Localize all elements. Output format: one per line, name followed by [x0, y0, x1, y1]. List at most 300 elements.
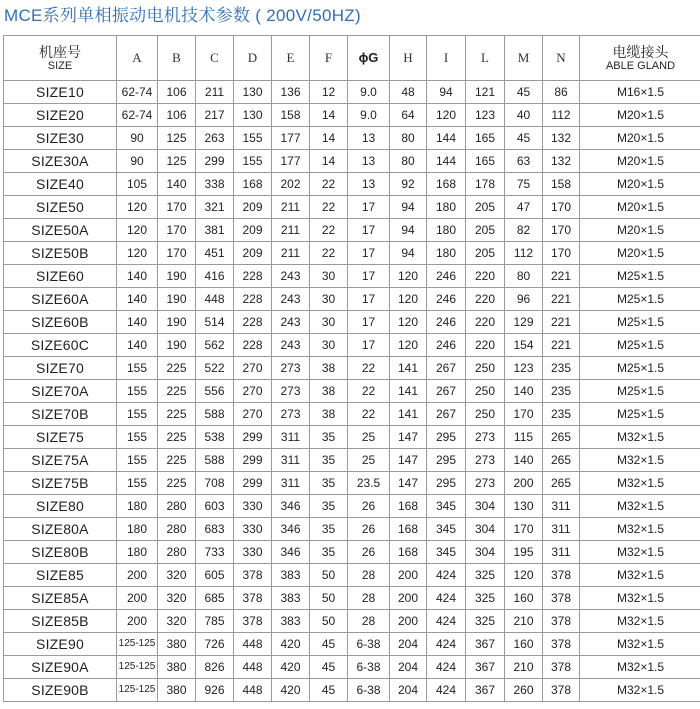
cell-a: 105: [117, 173, 158, 196]
gland-header-sub: ABLE GLAND: [605, 59, 676, 72]
cell-gland: M20×1.5: [580, 196, 700, 219]
cell-c: 211: [196, 81, 234, 104]
cell-gland: M20×1.5: [580, 219, 700, 242]
cell-size: SIZE70A: [4, 380, 117, 403]
cell-b: 125: [158, 150, 196, 173]
cell-h: 204: [390, 656, 427, 679]
table-row: [4, 426, 700, 449]
cell-i: 120: [427, 104, 466, 127]
cell-gland: M32×1.5: [580, 610, 700, 633]
cell-e: 177: [272, 127, 310, 150]
cell-m: 120: [505, 564, 543, 587]
cell-d: 448: [234, 656, 272, 679]
cell-i: 424: [427, 610, 466, 633]
cell-i: 345: [427, 495, 466, 518]
cell-c: 514: [196, 311, 234, 334]
table-row: [4, 633, 700, 656]
cell-d: 209: [234, 196, 272, 219]
cell-g: 17: [348, 265, 390, 288]
cell-h: 200: [390, 610, 427, 633]
cell-a: 125-125: [117, 656, 158, 679]
cell-e: 346: [272, 518, 310, 541]
cell-e: 158: [272, 104, 310, 127]
cell-b: 225: [158, 426, 196, 449]
cell-size: SIZE80B: [4, 541, 117, 564]
cell-size: SIZE90A: [4, 656, 117, 679]
cell-c: 926: [196, 679, 234, 702]
cell-l: 165: [466, 127, 505, 150]
cell-i: 295: [427, 449, 466, 472]
cell-size: SIZE60A: [4, 288, 117, 311]
cell-b: 140: [158, 173, 196, 196]
cell-d: 330: [234, 541, 272, 564]
cell-l: 273: [466, 472, 505, 495]
cell-i: 180: [427, 219, 466, 242]
cell-l: 205: [466, 219, 505, 242]
cell-n: 221: [543, 265, 580, 288]
cell-i: 295: [427, 472, 466, 495]
cell-gland: M20×1.5: [580, 127, 700, 150]
cell-a: 140: [117, 334, 158, 357]
col-header-f: F: [310, 36, 348, 81]
cell-i: 246: [427, 334, 466, 357]
cell-a: 200: [117, 587, 158, 610]
cell-b: 380: [158, 656, 196, 679]
cell-b: 170: [158, 242, 196, 265]
table-row: [4, 81, 700, 104]
cell-i: 424: [427, 679, 466, 702]
cell-gland: M32×1.5: [580, 633, 700, 656]
table-row: [4, 380, 700, 403]
cell-l: 121: [466, 81, 505, 104]
cell-m: 123: [505, 357, 543, 380]
cell-l: 304: [466, 495, 505, 518]
cell-gland: M16×1.5: [580, 81, 700, 104]
cell-a: 155: [117, 380, 158, 403]
cell-d: 448: [234, 633, 272, 656]
cell-m: 154: [505, 334, 543, 357]
cell-h: 168: [390, 541, 427, 564]
cell-g: 17: [348, 311, 390, 334]
cell-n: 378: [543, 633, 580, 656]
cell-e: 202: [272, 173, 310, 196]
cell-d: 270: [234, 380, 272, 403]
cell-e: 420: [272, 656, 310, 679]
cell-c: 522: [196, 357, 234, 380]
cell-f: 35: [310, 426, 348, 449]
cell-size: SIZE10: [4, 81, 117, 104]
cell-g: 25: [348, 426, 390, 449]
cell-g: 17: [348, 334, 390, 357]
cell-l: 273: [466, 449, 505, 472]
cell-size: SIZE85: [4, 564, 117, 587]
cell-gland: M25×1.5: [580, 357, 700, 380]
cell-g: 22: [348, 403, 390, 426]
cell-f: 38: [310, 357, 348, 380]
cell-a: 200: [117, 564, 158, 587]
cell-c: 588: [196, 403, 234, 426]
cell-i: 168: [427, 173, 466, 196]
cell-e: 243: [272, 265, 310, 288]
table-row: [4, 219, 700, 242]
cell-m: 40: [505, 104, 543, 127]
cell-g: 17: [348, 242, 390, 265]
cell-f: 22: [310, 173, 348, 196]
cell-i: 424: [427, 564, 466, 587]
cell-g: 6-38: [348, 679, 390, 702]
cell-gland: M25×1.5: [580, 380, 700, 403]
table-body: [4, 81, 700, 702]
cell-m: 160: [505, 633, 543, 656]
cell-size: SIZE30A: [4, 150, 117, 173]
cell-f: 35: [310, 518, 348, 541]
cell-a: 155: [117, 449, 158, 472]
cell-m: 45: [505, 81, 543, 104]
cell-d: 330: [234, 518, 272, 541]
cell-n: 265: [543, 472, 580, 495]
cell-n: 132: [543, 150, 580, 173]
cell-l: 367: [466, 679, 505, 702]
cell-f: 45: [310, 633, 348, 656]
cell-f: 30: [310, 334, 348, 357]
cell-m: 47: [505, 196, 543, 219]
cell-n: 378: [543, 564, 580, 587]
cell-n: 311: [543, 541, 580, 564]
cell-gland: M32×1.5: [580, 564, 700, 587]
cell-f: 14: [310, 150, 348, 173]
cell-n: 158: [543, 173, 580, 196]
cell-n: 378: [543, 679, 580, 702]
cell-c: 726: [196, 633, 234, 656]
cell-gland: M32×1.5: [580, 679, 700, 702]
cell-l: 165: [466, 150, 505, 173]
cell-size: SIZE60B: [4, 311, 117, 334]
cell-b: 190: [158, 334, 196, 357]
cell-a: 140: [117, 311, 158, 334]
cell-g: 26: [348, 518, 390, 541]
table-row: [4, 564, 700, 587]
cell-c: 381: [196, 219, 234, 242]
cell-d: 270: [234, 403, 272, 426]
cell-n: 311: [543, 495, 580, 518]
cell-m: 170: [505, 518, 543, 541]
cell-d: 378: [234, 564, 272, 587]
cell-h: 204: [390, 679, 427, 702]
cell-i: 345: [427, 541, 466, 564]
table-row: [4, 150, 700, 173]
cell-b: 280: [158, 495, 196, 518]
cell-m: 130: [505, 495, 543, 518]
cell-d: 378: [234, 587, 272, 610]
cell-g: 28: [348, 564, 390, 587]
cell-h: 141: [390, 357, 427, 380]
cell-gland: M25×1.5: [580, 311, 700, 334]
cell-f: 45: [310, 679, 348, 702]
cell-a: 125-125: [117, 679, 158, 702]
cell-size: SIZE75A: [4, 449, 117, 472]
table-row: [4, 196, 700, 219]
cell-h: 120: [390, 265, 427, 288]
cell-g: 26: [348, 495, 390, 518]
cell-c: 603: [196, 495, 234, 518]
cell-d: 299: [234, 426, 272, 449]
cell-f: 30: [310, 311, 348, 334]
cell-c: 263: [196, 127, 234, 150]
table-row: [4, 403, 700, 426]
cell-n: 170: [543, 219, 580, 242]
cell-h: 94: [390, 242, 427, 265]
cell-h: 168: [390, 518, 427, 541]
cell-n: 378: [543, 656, 580, 679]
size-header-label: 机座号: [39, 43, 81, 60]
cell-m: 140: [505, 380, 543, 403]
cell-n: 221: [543, 288, 580, 311]
cell-f: 35: [310, 472, 348, 495]
cell-a: 155: [117, 403, 158, 426]
cell-b: 106: [158, 104, 196, 127]
table-row: [4, 656, 700, 679]
cell-e: 311: [272, 426, 310, 449]
cell-f: 50: [310, 564, 348, 587]
col-header-d: D: [234, 36, 272, 81]
cell-i: 144: [427, 127, 466, 150]
cell-e: 311: [272, 472, 310, 495]
cell-d: 330: [234, 495, 272, 518]
cell-n: 378: [543, 610, 580, 633]
cell-size: SIZE80: [4, 495, 117, 518]
cell-f: 50: [310, 610, 348, 633]
cell-f: 22: [310, 242, 348, 265]
cell-m: 170: [505, 403, 543, 426]
col-header-l: L: [466, 36, 505, 81]
cell-i: 180: [427, 196, 466, 219]
cell-f: 35: [310, 495, 348, 518]
cell-b: 380: [158, 633, 196, 656]
cell-n: 170: [543, 196, 580, 219]
table-row: [4, 311, 700, 334]
cell-a: 180: [117, 541, 158, 564]
cell-i: 246: [427, 265, 466, 288]
cell-i: 144: [427, 150, 466, 173]
cell-h: 120: [390, 311, 427, 334]
table-row: [4, 334, 700, 357]
cell-e: 243: [272, 334, 310, 357]
cell-f: 35: [310, 449, 348, 472]
cell-d: 299: [234, 472, 272, 495]
cell-n: 221: [543, 311, 580, 334]
cell-a: 180: [117, 518, 158, 541]
cell-a: 155: [117, 426, 158, 449]
cell-e: 346: [272, 495, 310, 518]
cell-m: 45: [505, 127, 543, 150]
cell-i: 424: [427, 587, 466, 610]
cell-n: 265: [543, 449, 580, 472]
cell-c: 562: [196, 334, 234, 357]
cell-l: 220: [466, 265, 505, 288]
cell-h: 200: [390, 587, 427, 610]
cell-c: 708: [196, 472, 234, 495]
cell-c: 588: [196, 449, 234, 472]
cell-a: 120: [117, 242, 158, 265]
cell-i: 267: [427, 403, 466, 426]
cell-i: 267: [427, 380, 466, 403]
cell-h: 120: [390, 334, 427, 357]
cell-b: 106: [158, 81, 196, 104]
cell-h: 80: [390, 150, 427, 173]
cell-size: SIZE50A: [4, 219, 117, 242]
cell-h: 141: [390, 403, 427, 426]
cell-e: 383: [272, 610, 310, 633]
cell-e: 211: [272, 242, 310, 265]
cell-size: SIZE60: [4, 265, 117, 288]
cell-n: 265: [543, 426, 580, 449]
col-header-a: A: [117, 36, 158, 81]
cell-i: 295: [427, 426, 466, 449]
cell-l: 325: [466, 587, 505, 610]
cell-d: 209: [234, 242, 272, 265]
cell-l: 367: [466, 633, 505, 656]
cell-a: 120: [117, 219, 158, 242]
cell-gland: M20×1.5: [580, 150, 700, 173]
cell-g: 25: [348, 449, 390, 472]
cell-b: 225: [158, 472, 196, 495]
cell-g: 17: [348, 196, 390, 219]
table-row: [4, 541, 700, 564]
cell-e: 273: [272, 380, 310, 403]
cell-size: SIZE30: [4, 127, 117, 150]
cell-d: 378: [234, 610, 272, 633]
cell-f: 35: [310, 541, 348, 564]
cell-e: 383: [272, 587, 310, 610]
cell-m: 129: [505, 311, 543, 334]
cell-size: SIZE80A: [4, 518, 117, 541]
cell-gland: M32×1.5: [580, 587, 700, 610]
cell-n: 132: [543, 127, 580, 150]
cell-l: 123: [466, 104, 505, 127]
cell-l: 205: [466, 196, 505, 219]
col-header-i: I: [427, 36, 466, 81]
cell-a: 125-125: [117, 633, 158, 656]
table-row: [4, 679, 700, 702]
cell-h: 94: [390, 196, 427, 219]
cell-a: 62-74: [117, 81, 158, 104]
cell-size: SIZE60C: [4, 334, 117, 357]
cell-g: 13: [348, 173, 390, 196]
cell-l: 367: [466, 656, 505, 679]
page-title: MCE系列单相振动电机技术参数 ( 200V/50HZ): [4, 6, 361, 25]
header-row: [4, 36, 700, 81]
cell-d: 228: [234, 311, 272, 334]
cell-i: 246: [427, 311, 466, 334]
cell-l: 250: [466, 380, 505, 403]
cell-h: 147: [390, 472, 427, 495]
cell-l: 178: [466, 173, 505, 196]
cell-size: SIZE20: [4, 104, 117, 127]
cell-d: 448: [234, 679, 272, 702]
cell-a: 200: [117, 610, 158, 633]
gland-header-label: 电缆接头: [612, 43, 669, 60]
cell-f: 12: [310, 81, 348, 104]
cell-f: 50: [310, 587, 348, 610]
cell-l: 325: [466, 610, 505, 633]
cell-c: 299: [196, 150, 234, 173]
cell-m: 63: [505, 150, 543, 173]
cell-a: 120: [117, 196, 158, 219]
cell-f: 45: [310, 656, 348, 679]
cell-d: 209: [234, 219, 272, 242]
cell-c: 683: [196, 518, 234, 541]
cell-b: 320: [158, 610, 196, 633]
cell-i: 180: [427, 242, 466, 265]
col-header-n: N: [543, 36, 580, 81]
cell-g: 9.0: [348, 104, 390, 127]
cell-f: 38: [310, 403, 348, 426]
cell-g: 28: [348, 610, 390, 633]
cell-c: 451: [196, 242, 234, 265]
cell-n: 235: [543, 357, 580, 380]
cell-gland: M20×1.5: [580, 104, 700, 127]
cell-m: 210: [505, 610, 543, 633]
cell-h: 92: [390, 173, 427, 196]
cell-b: 170: [158, 219, 196, 242]
cell-c: 321: [196, 196, 234, 219]
cell-f: 30: [310, 288, 348, 311]
cell-g: 9.0: [348, 81, 390, 104]
cell-a: 90: [117, 127, 158, 150]
cell-h: 168: [390, 495, 427, 518]
cell-h: 48: [390, 81, 427, 104]
cell-gland: M25×1.5: [580, 288, 700, 311]
col-header-c: C: [196, 36, 234, 81]
cell-size: SIZE70B: [4, 403, 117, 426]
cell-i: 424: [427, 633, 466, 656]
cell-g: 17: [348, 219, 390, 242]
cell-h: 94: [390, 219, 427, 242]
cell-g: 13: [348, 150, 390, 173]
cell-n: 235: [543, 403, 580, 426]
table-row: [4, 357, 700, 380]
cell-a: 90: [117, 150, 158, 173]
table-row: [4, 288, 700, 311]
cell-a: 62-74: [117, 104, 158, 127]
cell-l: 250: [466, 357, 505, 380]
table-row: [4, 495, 700, 518]
cell-d: 228: [234, 288, 272, 311]
cell-c: 217: [196, 104, 234, 127]
cell-n: 170: [543, 242, 580, 265]
cell-m: 210: [505, 656, 543, 679]
cell-b: 225: [158, 380, 196, 403]
cell-g: 23.5: [348, 472, 390, 495]
cell-h: 64: [390, 104, 427, 127]
cell-n: 221: [543, 334, 580, 357]
cell-d: 130: [234, 81, 272, 104]
cell-m: 112: [505, 242, 543, 265]
table-row: [4, 587, 700, 610]
cell-c: 338: [196, 173, 234, 196]
cell-i: 246: [427, 288, 466, 311]
cell-f: 22: [310, 196, 348, 219]
cell-gland: M32×1.5: [580, 495, 700, 518]
cell-e: 211: [272, 196, 310, 219]
cell-c: 416: [196, 265, 234, 288]
cell-size: SIZE90B: [4, 679, 117, 702]
cell-e: 136: [272, 81, 310, 104]
table-row: [4, 472, 700, 495]
table-row: [4, 173, 700, 196]
cell-l: 325: [466, 564, 505, 587]
cell-size: SIZE50B: [4, 242, 117, 265]
